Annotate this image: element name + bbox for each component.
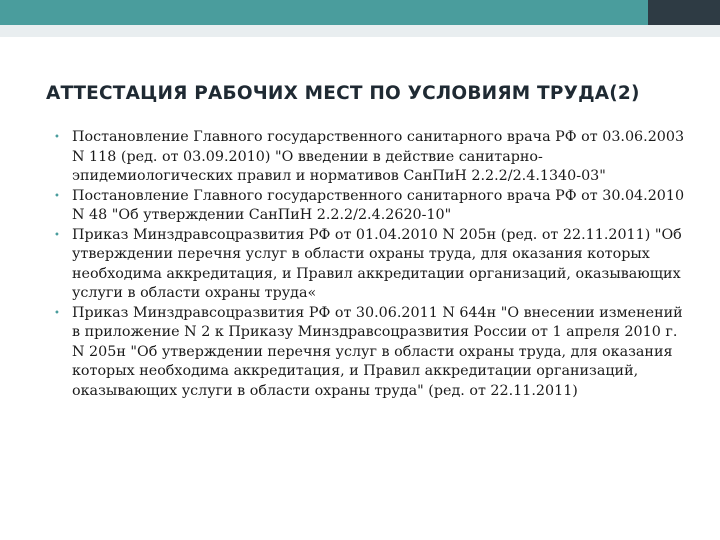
header-bar-main bbox=[0, 0, 648, 25]
list-item-text: Приказ Минздравсоцразвития РФ от 30.06.2011 N 644н "О внесении изменений в приложение N 2 к Приказу Минздравсоцразвития России от 1 апреля 2010 г. N 205н "Об утверждении перечня услуг в области охраны труда, для оказания которых необходима аккредитация, и Правил аккредитации организаций, оказывающих услуги в области охраны труда" (ред. от 22.11.2011) bbox=[72, 304, 683, 399]
slide-title: АТТЕСТАЦИЯ РАБОЧИХ МЕСТ ПО УСЛОВИЯМ ТРУДА(2) bbox=[46, 83, 640, 104]
list-item-text: Постановление Главного государственного санитарного врача РФ от 30.04.2010 N 48 "Об утверждении СанПиН 2.2.2/2.4.2620-10" bbox=[72, 187, 685, 223]
bullet-icon: • bbox=[54, 229, 60, 241]
list-item-text: Постановление Главного государственного санитарного врача РФ от 03.06.2003 N 118 (ред. от 03.09.2010) "О введении в действие санитарно-эпидемиологических правил и нормативов СанПиН 2.2.2/2.4.1340-03" bbox=[72, 129, 685, 184]
bullet-icon: • bbox=[54, 132, 60, 143]
header-strip bbox=[0, 25, 720, 37]
list-item bbox=[46, 226, 691, 304]
list-item bbox=[46, 128, 691, 187]
bullet-icon: • bbox=[54, 190, 60, 202]
list-item-text: Приказ Минздравсоцразвития РФ от 01.04.2010 N 205н (ред. от 22.11.2011) "Об утверждении перечня услуг в области охраны труда, для оказания которых необходима аккредитация, и Правил аккредитации организаций, оказывающих услуги в области охраны труда« bbox=[72, 226, 682, 301]
list-item bbox=[46, 187, 691, 226]
header-bar-dark bbox=[648, 0, 720, 25]
list-item bbox=[46, 304, 691, 402]
header-bar bbox=[0, 0, 720, 25]
bullet-icon: • bbox=[54, 307, 60, 319]
bullet-list bbox=[46, 128, 691, 401]
